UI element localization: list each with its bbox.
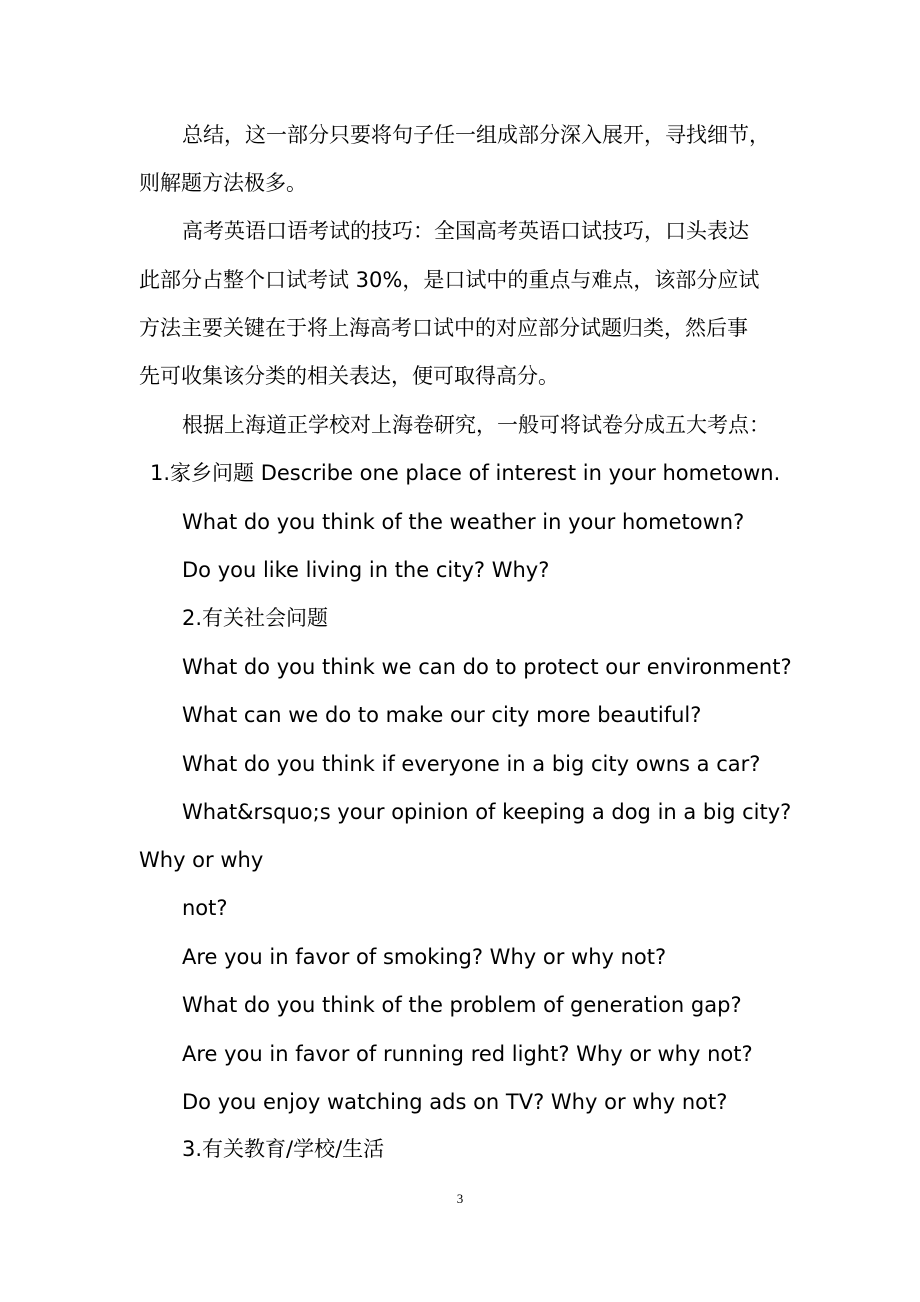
text-line: 则解题方法极多。: [139, 171, 307, 195]
text-line: not?: [182, 896, 228, 920]
text-line: What do you think if everyone in a big city owns a car?: [182, 752, 761, 776]
text-line: 1.家乡问题 Describe one place of interest in your hometown.: [150, 461, 781, 485]
text-line: What&rsquo;s your opinion of keeping a dog in a big city?: [182, 800, 792, 824]
text-line: 根据上海道正学校对上海卷研究，一般可将试卷分成五大考点：: [182, 413, 770, 437]
text-line: Are you in favor of running red light? Why or why not?: [182, 1042, 753, 1066]
text-line: 3.有关教育/学校/生活: [182, 1137, 385, 1161]
text-line: What do you think of the weather in your hometown?: [182, 510, 745, 534]
text-line: 总结，这一部分只要将句子任一组成部分深入展开，寻找细节，: [182, 123, 770, 147]
text-line: 此部分占整个口试考试 30%，是口试中的重点与难点，该部分应试: [139, 268, 760, 292]
text-line: Are you in favor of smoking? Why or why not?: [182, 945, 667, 969]
text-line: What do you think we can do to protect our environment?: [182, 655, 792, 679]
text-line: Do you enjoy watching ads on TV? Why or why not?: [182, 1090, 728, 1114]
text-line: 方法主要关键在于将上海高考口试中的对应部分试题归类，然后事: [139, 316, 748, 340]
page-number: 3: [456, 1191, 464, 1206]
text-line: Do you like living in the city? Why?: [182, 558, 550, 582]
text-line: 高考英语口语考试的技巧：全国高考英语口试技巧，口头表达: [182, 219, 749, 243]
text-line: 先可收集该分类的相关表达，便可取得高分。: [139, 364, 559, 388]
text-line: 2.有关社会问题: [182, 606, 329, 630]
text-line: What do you think of the problem of generation gap?: [182, 993, 742, 1017]
text-line: Why or why: [139, 848, 264, 872]
text-line: What can we do to make our city more beautiful?: [182, 703, 702, 727]
